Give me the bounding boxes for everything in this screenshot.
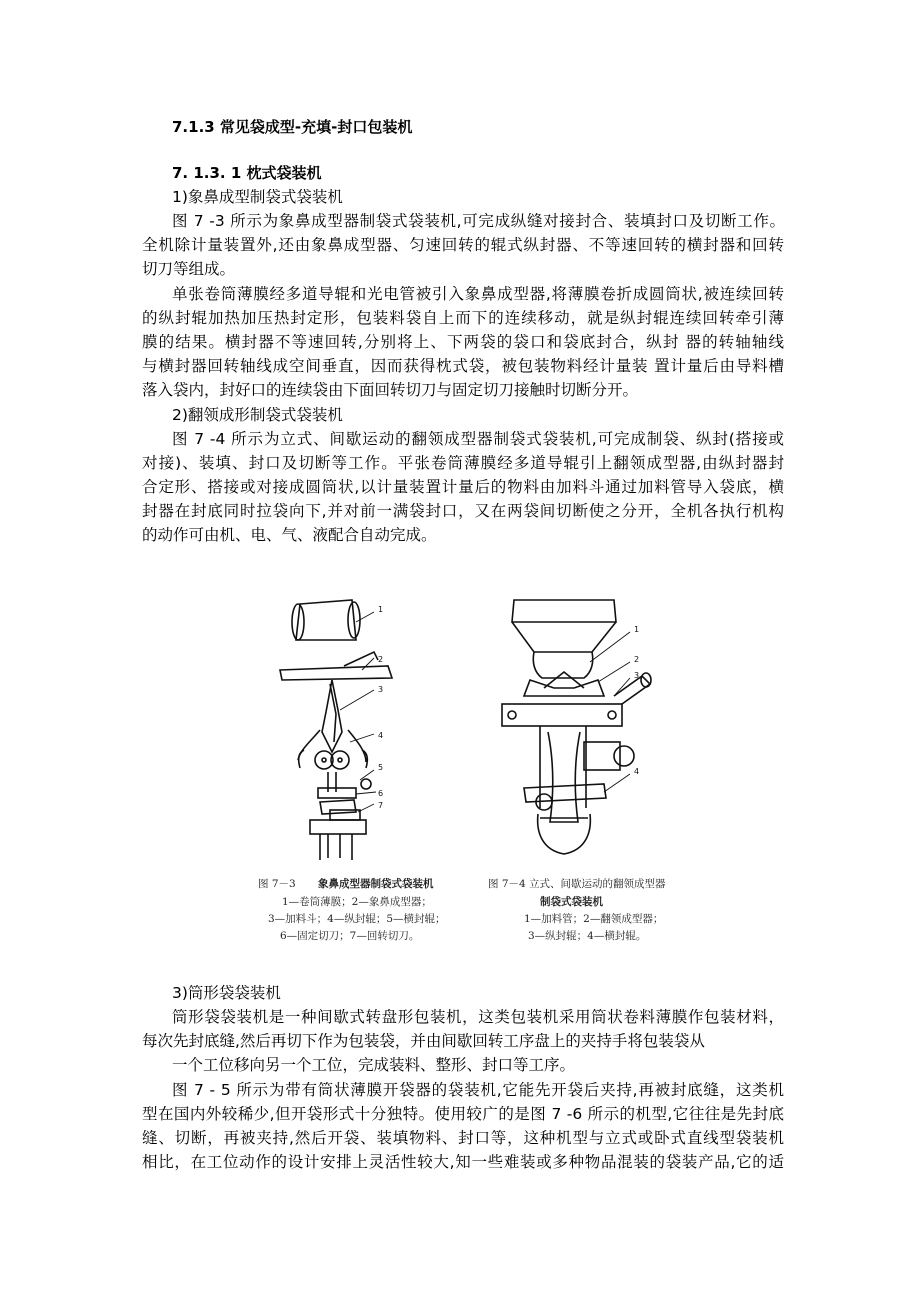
- paragraph-line: 单张卷筒薄膜经多道导辊和光电管被引入象鼻成型器,将薄膜卷折成圆筒状,被连续回转: [172, 285, 784, 303]
- paragraph-line: 膜的结果。横封器不等速回转,分别将上、下两袋的袋口和袋底封合，纵封 器的转轴轴线: [142, 333, 784, 351]
- paragraph-line: 合定形、搭接或对接成圆筒状,以计量装置计量后的物料由加料斗通过加料管导入袋底，横: [142, 478, 784, 496]
- paragraph-line: 切刀等组成。: [142, 260, 236, 278]
- callout-1: 1: [634, 625, 640, 634]
- callout-4: 4: [378, 731, 384, 740]
- subsection-title: 7. 1.3. 1 枕式袋装机: [172, 164, 322, 182]
- figure-7-4-title: 图 7－4 立式、间歇运动的翻领成型器: [488, 878, 666, 890]
- paragraph-line: 图 7 -4 所示为立式、间歇运动的翻领成型器制袋式袋装机,可完成制袋、纵封(搭接或: [172, 430, 784, 448]
- paragraph-line: 缝、切断，再被夹持,然后开袋、装填物料、封口等，这种机型与立式或卧式直线型袋装机: [142, 1129, 784, 1147]
- callout-3: 3: [634, 671, 640, 680]
- figure-7-3-title: 象鼻成型器制袋式袋装机: [318, 878, 434, 890]
- paragraph-line: 的纵封辊加热加压热封定形，包装料袋自上而下的连续移动，就是纵封辊连续回转牵引薄: [142, 309, 784, 327]
- callout-3: 3: [378, 685, 384, 694]
- figure-7-3-number: 图 7－3: [258, 878, 296, 890]
- paragraph-line: 封器在封底同时拉袋向下,并对前一满袋封口，又在两袋间切断使之分开，全机各执行机构: [142, 502, 784, 520]
- callout-1: 1: [378, 605, 384, 614]
- figure-7-4-legend: 1—加料管；2—翻领成型器；: [524, 913, 664, 925]
- paragraph-line: 落入袋内，封好口的连续袋由下面回转切刀与固定切刀接触时切断分开。: [142, 381, 639, 399]
- section-title: 7.1.3 常见袋成型-充填-封口包装机: [172, 118, 413, 136]
- paragraph-line: 全机除计量装置外,还由象鼻成型器、匀速回转的辊式纵封器、不等速回转的横封器和回转: [142, 236, 784, 254]
- figure-7-3-legend: 3—加料斗；4—纵封辊；5—横封辊；: [268, 913, 446, 925]
- paragraph-line: 图 7 -3 所示为象鼻成型器制袋式袋装机,可完成纵缝对接封合、装填封口及切断工作。: [172, 212, 785, 230]
- item1-title: 1)象鼻成型制袋式袋装机: [172, 188, 343, 206]
- paragraph-line: 图 7 - 5 所示为带有筒状薄膜开袋器的袋装机,它能先开袋后夹持,再被封底缝，这类机: [172, 1081, 784, 1099]
- paragraph-line: 型在国内外较稀少,但开袋形式十分独特。使用较广的是图 7 -6 所示的机型,它往往是先封底: [142, 1105, 784, 1123]
- paragraph-line: 每次先封底缝,然后再切下作为包装袋，并由间歇回转工序盘上的夹持手将包装袋从: [142, 1032, 705, 1050]
- callout-2: 2: [378, 655, 384, 664]
- item3-title: 3)筒形袋袋装机: [172, 984, 281, 1002]
- paragraph-line: 筒形袋袋装机是一种间歇式转盘形包装机，这类包装机采用筒状卷料薄膜作包装材料，: [172, 1008, 784, 1026]
- figure-7-3-legend: 1—卷筒薄膜；2—象鼻成型器；: [282, 896, 432, 908]
- figure-7-3-legend: 6—固定切刀；7—回转切刀。: [280, 930, 420, 942]
- callout-4: 4: [634, 767, 640, 776]
- paragraph-line: 的动作可由机、电、气、液配合自动完成。: [142, 526, 437, 544]
- paragraph-line: 与横封器回转轴线成空间垂直，因而获得枕式袋，被包装物料经计量装 置计量后由导料槽: [142, 357, 784, 375]
- paragraph-line: 相比，在工位动作的设计安排上灵活性较大,知一些难装或多种物品混装的袋装产品,它的适: [142, 1153, 784, 1171]
- callout-5: 5: [378, 763, 384, 772]
- paragraph-line: 对接)、装填、封口及切断等工作。平张卷筒薄膜经多道导辊引上翻领成型器,由纵封器封: [142, 454, 784, 472]
- figure-7-4-legend: 3—纵封辊；4—横封辊。: [528, 930, 647, 942]
- paragraph-line: 一个工位移向另一个工位，完成装料、整形、封口等工序。: [172, 1056, 576, 1074]
- figure-7-4-drawing: [494, 592, 664, 864]
- callout-7: 7: [378, 801, 384, 810]
- callout-6: 6: [378, 789, 384, 798]
- figure-7-4-title: 制袋式袋装机: [540, 896, 603, 908]
- callout-2: 2: [634, 655, 640, 664]
- item2-title: 2)翻领成形制袋式袋装机: [172, 406, 343, 424]
- figure-7-3-drawing: [270, 592, 420, 864]
